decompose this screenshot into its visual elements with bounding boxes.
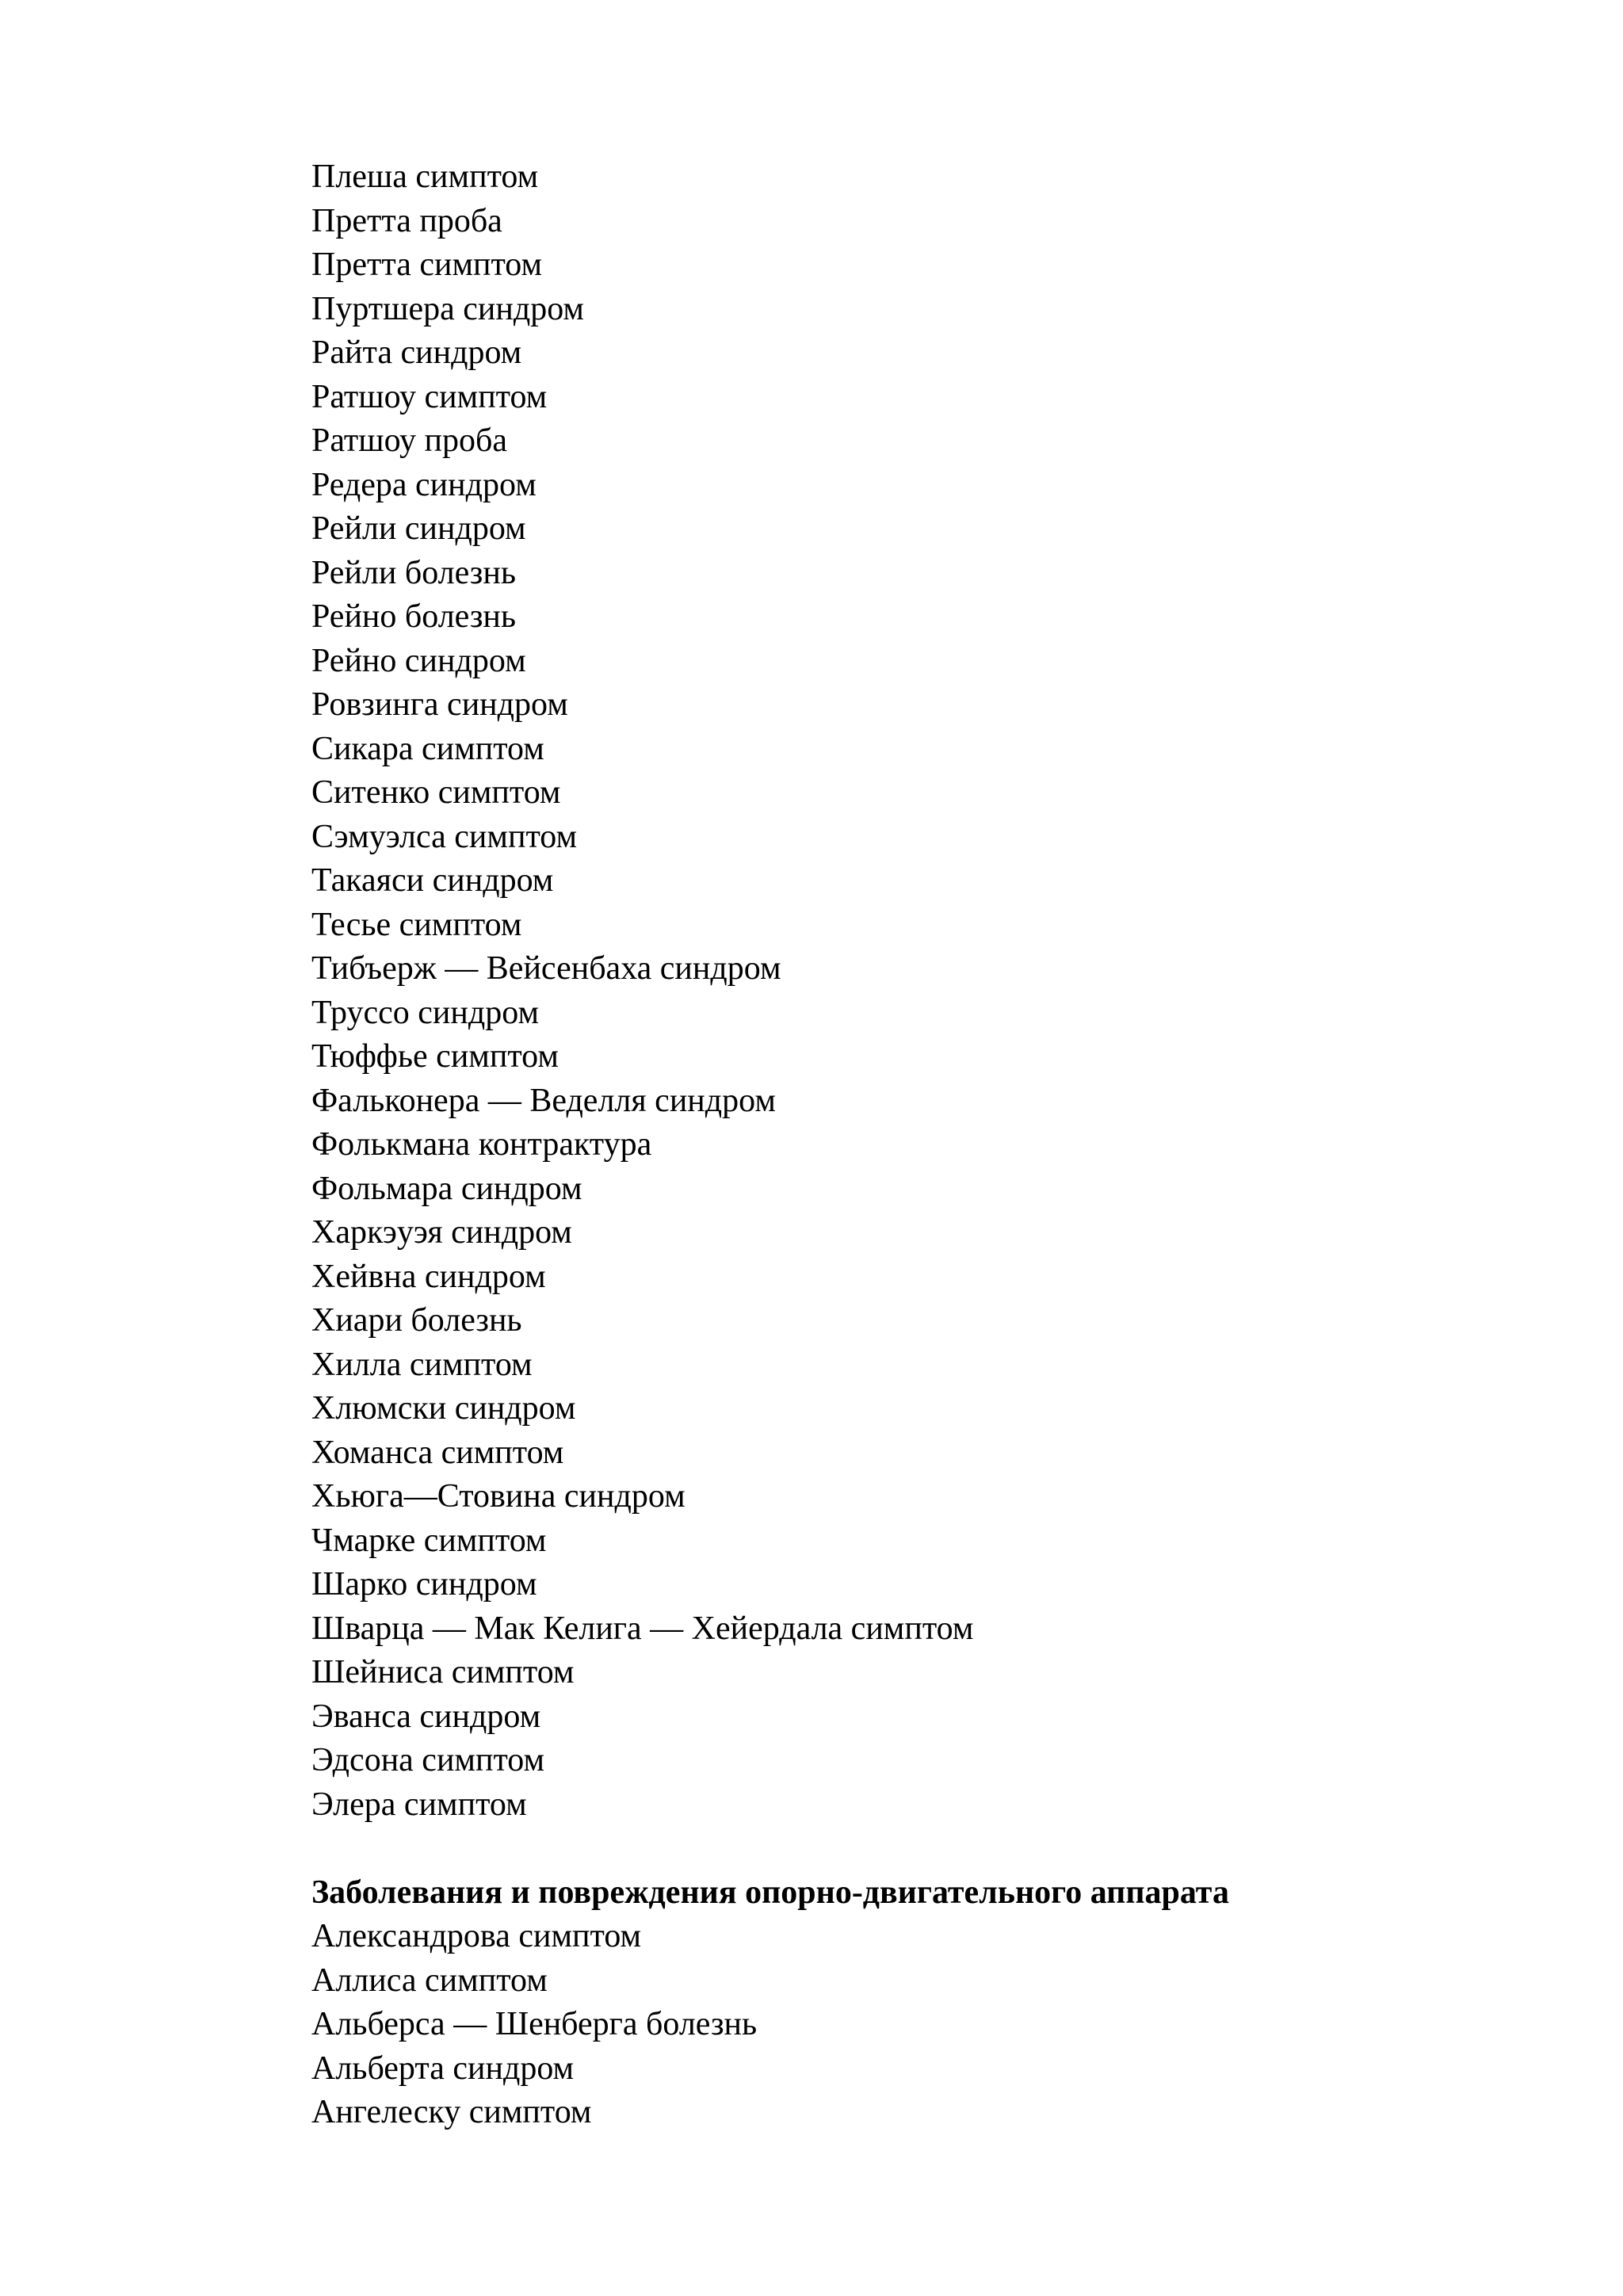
list-item: Харкэуэя синдром (311, 1214, 572, 1251)
section-musculoskeletal (311, 1871, 1500, 2135)
list-item: Альберса — Шенберга болезнь (311, 2006, 758, 2042)
list-item: Плеша симптом (311, 159, 539, 195)
text-column (311, 155, 1500, 2135)
list-item: Шарко синдром (311, 1566, 537, 1603)
list-item: Рейли синдром (311, 510, 526, 547)
list-item: Чмарке симптом (311, 1522, 547, 1559)
list-item: Ровзинга синдром (311, 686, 568, 723)
list-item: Хоманса симптом (311, 1434, 564, 1471)
list-item: Райта синдром (311, 334, 522, 371)
list-item: Фолькмана контрактура (311, 1126, 652, 1163)
list-item: Тюффье симптом (311, 1038, 559, 1075)
section-heading: Заболевания и повреждения опорно-двигательного аппарата (311, 1874, 1229, 1911)
section-spacer (311, 1827, 1500, 1871)
list-item: Такаяси синдром (311, 862, 554, 899)
list-item: Ратшоу симптом (311, 378, 548, 415)
list-item: Ратшоу проба (311, 422, 507, 459)
list-item: Сикара симптом (311, 730, 544, 767)
list-item: Редера синдром (311, 466, 537, 503)
list-item: Сэмуэлса симптом (311, 818, 578, 855)
list-item: Шейниса симптом (311, 1654, 575, 1690)
list-item: Альберта синдром (311, 2050, 575, 2087)
list-item: Рейно синдром (311, 642, 526, 679)
list-item: Тибъерж — Вейсенбаха синдром (311, 950, 781, 987)
list-item: Элера симптом (311, 1786, 527, 1823)
list-item: Шварца — Мак Келига — Хейердала симптом (311, 1610, 974, 1647)
list-item: Претта проба (311, 202, 502, 239)
eponym-list (311, 155, 1500, 1827)
list-item: Хейвна синдром (311, 1258, 546, 1295)
list-item: Эванса синдром (311, 1698, 541, 1735)
list-item: Хьюга—Стовина синдром (311, 1478, 685, 1515)
list-item: Тесье симптом (311, 906, 522, 943)
list-item: Претта симптом (311, 246, 543, 283)
list-item: Пуртшера синдром (311, 290, 584, 327)
list-item: Александрова симптом (311, 1918, 642, 1954)
list-item: Фольмара синдром (311, 1170, 582, 1207)
list-item: Аллиса симптом (311, 1962, 548, 1999)
list-item: Фальконера — Веделля синдром (311, 1082, 776, 1119)
list-item: Труссо синдром (311, 994, 540, 1031)
list-item: Рейно болезнь (311, 598, 517, 635)
list-item: Ангелеску симптом (311, 2094, 592, 2130)
list-item: Хлюмски синдром (311, 1390, 576, 1427)
list-item: Хилла симптом (311, 1346, 533, 1383)
list-item: Ситенко симптом (311, 774, 561, 811)
list-item: Рейли болезнь (311, 554, 517, 591)
list-item: Хиари болезнь (311, 1302, 522, 1339)
list-item: Эдсона симптом (311, 1742, 545, 1778)
